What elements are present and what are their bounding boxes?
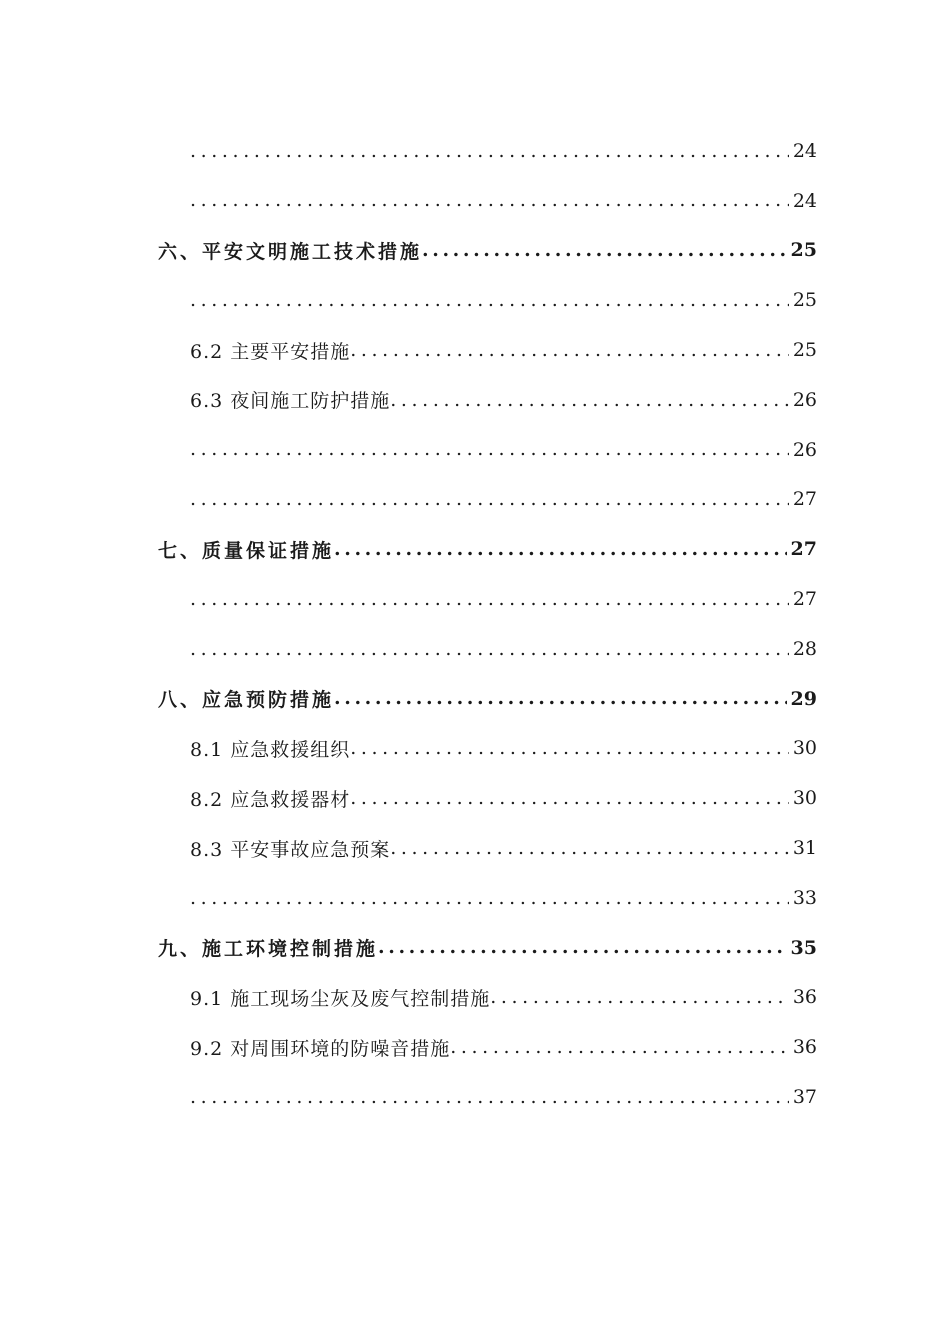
toc-page-number: 25 [792,289,817,312]
toc-dot-leader [190,139,789,164]
toc-dot-leader [190,587,789,612]
toc-page-number: 29 [790,687,817,710]
toc-dot-leader [422,238,787,263]
toc-page-number: 24 [792,189,817,212]
toc-page-number: 35 [790,936,817,959]
toc-page-number: 30 [792,737,817,760]
toc-dot-leader [450,1035,789,1060]
toc-section-entry[interactable] [0,773,950,823]
toc-page-number: 27 [792,488,817,511]
toc-chapter-entry[interactable] [0,226,950,276]
toc-dot-leader [190,1085,789,1110]
toc-dot-leader [378,935,787,960]
toc-section-entry[interactable] [0,425,950,475]
toc-dot-leader [190,288,789,313]
toc-section-entry[interactable] [0,176,950,226]
toc-section-entry[interactable] [0,823,950,873]
toc-entry-title: 8.3 平安事故应急预案 [190,838,391,861]
toc-page-number: 36 [792,986,817,1009]
toc-entry-title: 七、质量保证措施 [158,539,335,562]
toc-entry-title: 8.2 应急救援器材 [190,788,351,811]
toc-chapter-entry[interactable] [0,674,950,724]
toc-page-number: 33 [792,886,817,909]
toc-chapter-entry[interactable] [0,923,950,973]
toc-entry-title: 八、应急预防措施 [158,689,335,712]
toc-dot-leader [490,985,789,1010]
toc-section-entry[interactable] [0,275,950,325]
toc-dot-leader [390,836,789,861]
toc-dot-leader [190,487,789,512]
toc-entry-title: 6.2 主要平安措施 [190,340,351,363]
toc-page-number: 26 [792,438,817,461]
toc-dot-leader [350,786,789,811]
toc-dot-leader [190,886,789,911]
toc-dot-leader [334,686,787,711]
toc-section-entry[interactable] [0,873,950,923]
toc-dot-leader [334,537,787,562]
toc-dot-leader [390,388,789,413]
toc-page-number: 26 [792,388,817,411]
toc-entry-title: 六、平安文明施工技术措施 [158,240,423,263]
toc-dot-leader [190,637,789,662]
toc-chapter-entry[interactable] [0,524,950,574]
toc-entry-title: 8.1 应急救援组织 [190,738,351,761]
toc-page-number: 36 [792,1036,817,1059]
toc-section-entry[interactable] [0,475,950,525]
toc-page-number: 28 [792,637,817,660]
toc-section-entry[interactable] [0,1022,950,1072]
toc-section-entry[interactable] [0,574,950,624]
toc-page-number: 30 [792,787,817,810]
toc-entry-title: 9.1 施工现场尘灰及废气控制措施 [190,987,491,1010]
toc-page-number: 27 [792,588,817,611]
toc-section-entry[interactable] [0,375,950,425]
toc-entry-title: 9.2 对周围环境的防噪音措施 [190,1037,451,1060]
toc-dot-leader [350,338,789,363]
toc-entry-title: 6.3 夜间施工防护措施 [190,390,391,413]
toc-page-number: 37 [792,1086,817,1109]
toc-dot-leader [190,188,789,213]
table-of-contents [0,126,950,1122]
toc-page-number: 25 [792,339,817,362]
toc-section-entry[interactable] [0,325,950,375]
toc-section-entry[interactable] [0,624,950,674]
toc-dot-leader [190,437,789,462]
toc-page-number: 27 [790,538,817,561]
toc-section-entry[interactable] [0,724,950,774]
toc-page-number: 25 [790,239,817,262]
toc-dot-leader [350,736,789,761]
toc-page-number: 24 [792,139,817,162]
toc-entry-title: 九、施工环境控制措施 [158,938,379,961]
toc-section-entry[interactable] [0,126,950,176]
toc-page-number: 31 [792,837,817,860]
toc-section-entry[interactable] [0,973,950,1023]
toc-section-entry[interactable] [0,1072,950,1122]
